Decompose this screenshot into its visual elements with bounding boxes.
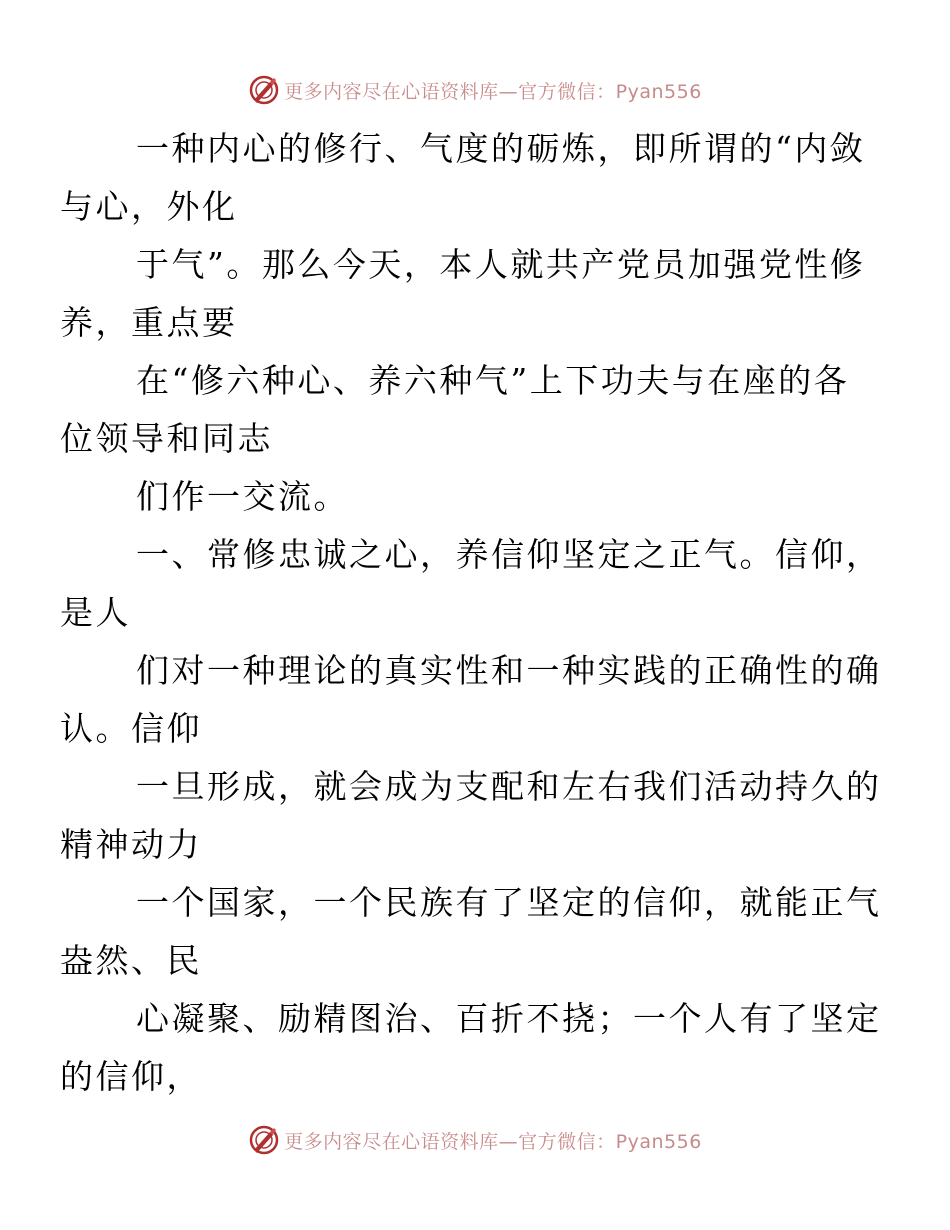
- document-body: [60, 120, 882, 1106]
- paragraph-line: 一种内心的修行、气度的砺炼，即所谓的“内敛: [136, 129, 866, 168]
- paragraph-line: 的信仰，: [60, 1057, 202, 1096]
- paragraph-line: 心凝聚、励精图治、百折不挠；一个人有了坚定: [136, 999, 882, 1038]
- paragraph-line: 与心，外化: [60, 187, 238, 226]
- paragraph: [60, 352, 858, 468]
- paragraph-line: 养，重点要: [60, 303, 238, 342]
- paragraph: [60, 874, 882, 990]
- paragraph: [60, 642, 882, 758]
- paragraph-line: 一旦形成，就会成为支配和左右我们活动持久的: [136, 767, 882, 806]
- paragraph: [60, 990, 882, 1106]
- paragraph-line: 位领导和同志: [60, 419, 273, 458]
- paragraph: [60, 526, 882, 642]
- banner-text: 更多内容尽在心语资料库—官方微信：Pyan556: [284, 1130, 702, 1153]
- paragraph-line: 于气”。那么今天，本人就共产党员加强党性修: [136, 245, 866, 284]
- paragraph: [98, 468, 858, 526]
- paragraph-line: 在“修六种心、养六种气”上下功夫与在座的各: [136, 361, 850, 400]
- paragraph-line: 们对一种理论的真实性和一种实践的正确性的确: [136, 651, 882, 690]
- paragraph: [60, 758, 882, 874]
- banner-text: 更多内容尽在心语资料库—官方微信：Pyan556: [284, 80, 702, 103]
- paragraph-line: 是人: [60, 593, 131, 632]
- paragraph-line: 们作一交流。: [136, 477, 349, 516]
- paragraph-line: 认。信仰: [60, 709, 202, 748]
- paragraph-line: 精神动力: [60, 825, 202, 864]
- paragraph: [60, 236, 866, 352]
- paragraph-line: 一个国家，一个民族有了坚定的信仰，就能正气: [136, 883, 882, 922]
- pen-logo-icon: [248, 74, 280, 106]
- footer-banner: [0, 1120, 950, 1160]
- header-banner: [0, 70, 950, 110]
- pen-logo-icon: [248, 1124, 280, 1156]
- paragraph-line: 一、常修忠诚之心，养信仰坚定之正气。信仰，: [136, 535, 882, 574]
- paragraph: [60, 120, 866, 236]
- paragraph-line: 盎然、民: [60, 941, 202, 980]
